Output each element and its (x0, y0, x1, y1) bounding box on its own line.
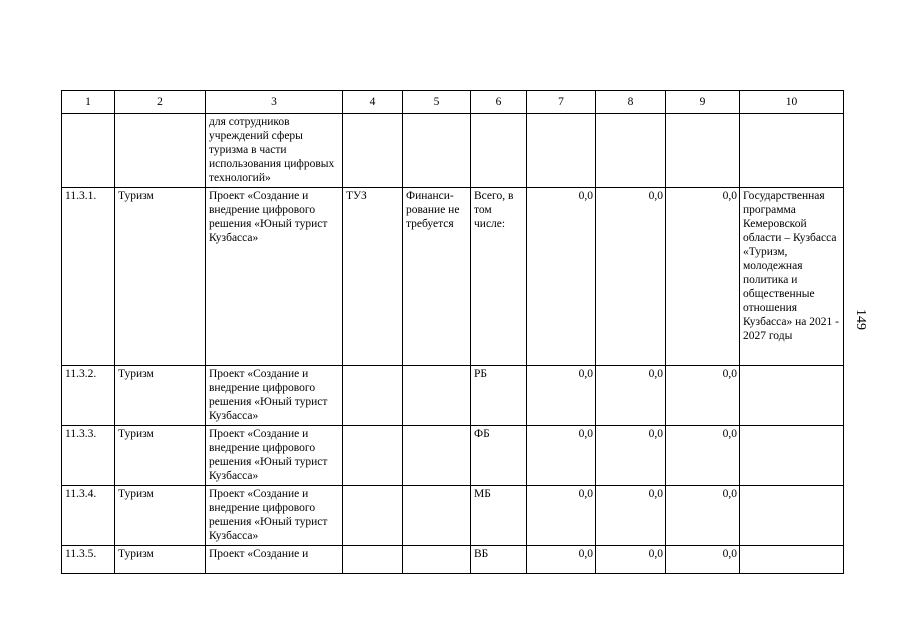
cell-executor (343, 546, 403, 574)
cell-value-9: 0,0 (666, 188, 740, 366)
cell-project: Проект «Создание и внедрение цифрового решения «Юный турист Кузбасса» (206, 366, 343, 426)
cell-source: ФБ (471, 426, 527, 486)
cell-program (740, 486, 844, 546)
cell-program (740, 546, 844, 574)
cell-executor (343, 114, 403, 188)
cell-financing (403, 114, 471, 188)
cell-value-8: 0,0 (596, 426, 666, 486)
cell-value-7: 0,0 (527, 426, 596, 486)
cell-executor (343, 366, 403, 426)
cell-value-9: 0,0 (666, 486, 740, 546)
cell-project: Проект «Создание и внедрение цифрового решения «Юный турист Кузбасса» (206, 486, 343, 546)
cell-sector: Туризм (115, 486, 206, 546)
cell-index (62, 114, 115, 188)
cell-value-8: 0,0 (596, 188, 666, 366)
cell-financing (403, 366, 471, 426)
program-table (61, 90, 844, 574)
cell-index: 11.3.3. (62, 426, 115, 486)
table-row (62, 188, 844, 366)
cell-value-8: 0,0 (596, 546, 666, 574)
cell-value-7 (527, 114, 596, 188)
cell-financing (403, 546, 471, 574)
cell-source: РБ (471, 366, 527, 426)
table-row (62, 546, 844, 574)
column-header-2: 2 (115, 91, 206, 114)
cell-source: Всего, в том числе: (471, 188, 527, 366)
cell-executor (343, 486, 403, 546)
column-header-6: 6 (471, 91, 527, 114)
cell-sector: Туризм (115, 426, 206, 486)
cell-value-7: 0,0 (527, 546, 596, 574)
cell-project: Проект «Создание и внедрение цифрового решения «Юный турист Кузбасса» (206, 188, 343, 366)
table-row (62, 486, 844, 546)
cell-value-8: 0,0 (596, 366, 666, 426)
header-row (62, 91, 844, 114)
cell-source: ВБ (471, 546, 527, 574)
cell-financing (403, 486, 471, 546)
cell-index: 11.3.4. (62, 486, 115, 546)
cell-source: МБ (471, 486, 527, 546)
column-header-5: 5 (403, 91, 471, 114)
cell-value-7: 0,0 (527, 366, 596, 426)
cell-value-9: 0,0 (666, 546, 740, 574)
cell-value-7: 0,0 (527, 188, 596, 366)
cell-program (740, 114, 844, 188)
cell-index: 11.3.5. (62, 546, 115, 574)
column-header-4: 4 (343, 91, 403, 114)
cell-value-7: 0,0 (527, 486, 596, 546)
cell-sector: Туризм (115, 546, 206, 574)
column-header-1: 1 (62, 91, 115, 114)
cell-value-9: 0,0 (666, 426, 740, 486)
cell-value-8: 0,0 (596, 486, 666, 546)
cell-financing (403, 426, 471, 486)
column-header-3: 3 (206, 91, 343, 114)
table-row (62, 114, 844, 188)
cell-project: для сотрудников учреждений сферы туризма в части использования цифровых технологий» (206, 114, 343, 188)
page-number: 149 (853, 309, 868, 330)
cell-sector (115, 114, 206, 188)
column-header-10: 10 (740, 91, 844, 114)
cell-index: 11.3.1. (62, 188, 115, 366)
cell-project: Проект «Создание и (206, 546, 343, 574)
cell-financing: Финанси-рование не требуется (403, 188, 471, 366)
cell-program (740, 366, 844, 426)
cell-project: Проект «Создание и внедрение цифрового решения «Юный турист Кузбасса» (206, 426, 343, 486)
cell-program (740, 426, 844, 486)
table-row (62, 366, 844, 426)
cell-executor (343, 426, 403, 486)
cell-value-8 (596, 114, 666, 188)
cell-sector: Туризм (115, 188, 206, 366)
column-header-7: 7 (527, 91, 596, 114)
cell-sector: Туризм (115, 366, 206, 426)
cell-program: Государственная программа Кемеровской области – Кузбасса «Туризм, молодежная политика и общественные отношения Кузбасса» на 2021 - 2027 годы (740, 188, 844, 366)
cell-source (471, 114, 527, 188)
cell-index: 11.3.2. (62, 366, 115, 426)
cell-executor: ТУЗ (343, 188, 403, 366)
cell-value-9: 0,0 (666, 366, 740, 426)
table-row (62, 426, 844, 486)
cell-value-9 (666, 114, 740, 188)
column-header-8: 8 (596, 91, 666, 114)
column-header-9: 9 (666, 91, 740, 114)
